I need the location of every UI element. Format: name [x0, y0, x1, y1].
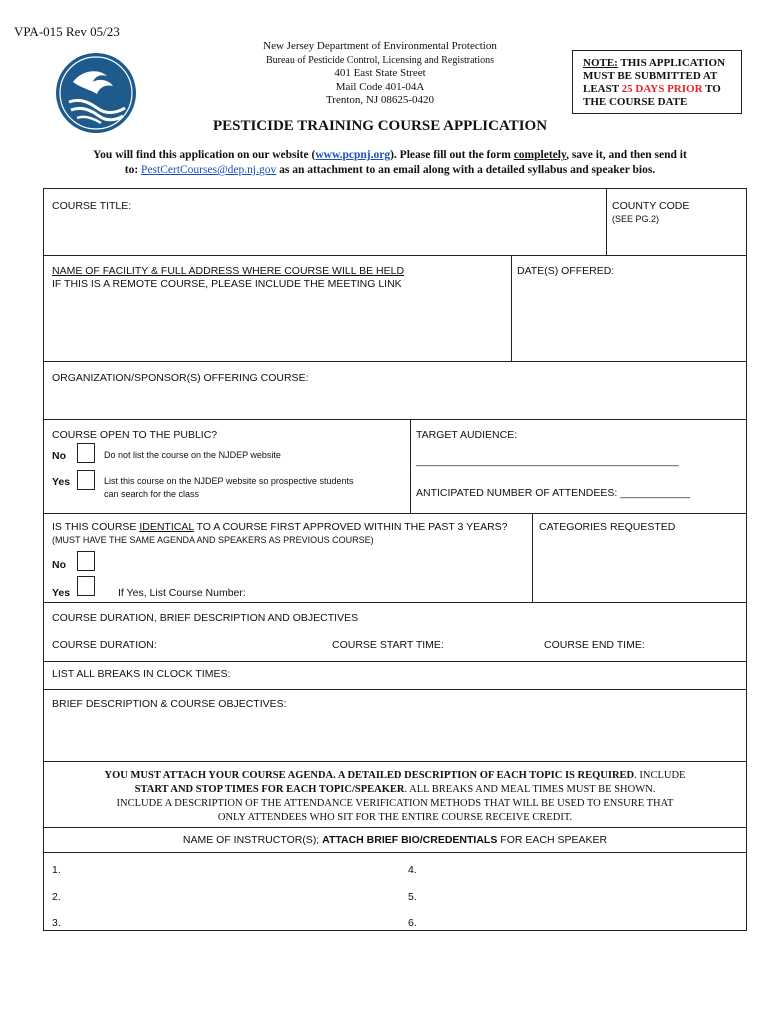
duration-section-header: COURSE DURATION, BRIEF DESCRIPTION AND OBJECTIVES: [52, 612, 359, 624]
identical-emphasis: IDENTICAL: [139, 521, 194, 533]
agenda-text: . ALL BREAKS AND MEAL TIMES MUST BE SHOWN.: [404, 784, 656, 795]
course-title-label: COURSE TITLE:: [52, 200, 132, 212]
instructors-bold: ATTACH BRIEF BIO/CREDENTIALS: [322, 834, 498, 846]
organization-label: ORGANIZATION/SPONSOR(S) OFFERING COURSE:: [52, 372, 309, 384]
note-text: THE COURSE DATE: [583, 96, 688, 108]
target-audience-label: TARGET AUDIENCE:: [416, 429, 518, 441]
instruction-text: , save it, and then send it: [566, 149, 687, 161]
identical-course-hint: (MUST HAVE THE SAME AGENDA AND SPEAKERS AS PREVIOUS COURSE): [52, 535, 374, 545]
instructor-4-field[interactable]: 4.: [408, 864, 417, 876]
organization-field[interactable]: [52, 387, 740, 415]
county-code-field[interactable]: [612, 227, 740, 251]
page-title: PESTICIDE TRAINING COURSE APPLICATION: [212, 118, 548, 134]
instructor-6-field[interactable]: 6.: [408, 917, 417, 929]
open-public-yes-label: Yes: [52, 476, 71, 488]
instruction-text: You will find this application on our website (: [93, 149, 316, 161]
identical-yes-label: Yes: [52, 587, 71, 599]
instruction-emphasis: completely: [513, 149, 567, 161]
instructor-5-field[interactable]: 5.: [408, 891, 417, 903]
instructors-header: [44, 834, 746, 846]
instruction-text: ). Please fill out the form: [390, 149, 514, 161]
instructor-1-field[interactable]: 1.: [52, 864, 61, 876]
identical-no-checkbox[interactable]: [77, 551, 95, 571]
email-link[interactable]: PestCertCourses@dep.nj.gov: [141, 164, 277, 176]
row-divider: [44, 513, 746, 514]
target-audience-field[interactable]: _____________________________________________: [416, 455, 679, 467]
county-code-hint: (SEE PG.2): [612, 214, 660, 224]
submission-note: [572, 50, 742, 114]
attendees-field[interactable]: ANTICIPATED NUMBER OF ATTENDEES: ____________: [416, 487, 691, 499]
identical-no-label: No: [52, 559, 66, 571]
description-label: BRIEF DESCRIPTION & COURSE OBJECTIVES:: [52, 698, 287, 710]
course-end-time-field[interactable]: COURSE END TIME:: [544, 639, 645, 651]
agency-line: Bureau of Pesticide Control, Licensing and Registrations: [265, 54, 494, 66]
row-divider: [44, 689, 746, 690]
agency-line: 401 East State Street: [334, 67, 426, 79]
instructor-3-field[interactable]: 3.: [52, 917, 61, 929]
col-divider: [532, 513, 533, 602]
open-public-no-desc: Do not list the course on the NJDEP website: [104, 450, 281, 460]
row-divider: [44, 361, 746, 362]
row-divider: [44, 827, 746, 828]
website-link[interactable]: www.pcpnj.org: [315, 149, 391, 161]
note-label: NOTE:: [583, 57, 618, 69]
agenda-text: . INCLUDE: [634, 770, 686, 781]
form-code: VPA-015 Rev 05/23: [14, 24, 120, 39]
facility-hint: IF THIS IS A REMOTE COURSE, PLEASE INCLUDE THE MEETING LINK: [52, 278, 402, 290]
instruction-text: to:: [124, 164, 142, 176]
instructions: [40, 148, 740, 178]
instructors-text: NAME OF INSTRUCTOR(S);: [182, 834, 323, 846]
categories-field[interactable]: [539, 537, 739, 597]
agency-address: [240, 40, 520, 108]
breaks-field[interactable]: LIST ALL BREAKS IN CLOCK TIMES:: [52, 668, 231, 680]
identical-yes-checkbox[interactable]: [77, 576, 95, 596]
county-code-label: COUNTY CODE: [612, 200, 690, 212]
agency-line: New Jersey Department of Environmental Protection: [263, 40, 497, 52]
row-divider: [44, 852, 746, 853]
col-divider: [410, 419, 411, 513]
col-divider: [606, 189, 607, 255]
note-text: MUST BE SUBMITTED AT: [583, 70, 718, 82]
agenda-bold: START AND STOP TIMES FOR EACH TOPIC/SPEAKER: [134, 784, 405, 795]
note-text: LEAST: [583, 83, 622, 95]
row-divider: [44, 761, 746, 762]
facility-label: NAME OF FACILITY & FULL ADDRESS WHERE COURSE WILL BE HELD: [52, 265, 405, 277]
course-title-field[interactable]: [52, 215, 600, 251]
row-divider: [44, 661, 746, 662]
dates-offered-label: DATE(S) OFFERED:: [517, 265, 615, 277]
course-start-time-field[interactable]: COURSE START TIME:: [332, 639, 444, 651]
dates-offered-field[interactable]: [517, 281, 741, 357]
identical-text: IS THIS COURSE: [52, 521, 140, 533]
identical-course-question: [52, 521, 508, 533]
open-public-no-checkbox[interactable]: [77, 443, 95, 463]
note-text: THIS APPLICATION: [617, 57, 726, 69]
agenda-notice: [54, 769, 736, 825]
open-public-yes-desc: List this course on the NJDEP website so prospective students: [104, 476, 354, 486]
instructor-2-field[interactable]: 2.: [52, 891, 61, 903]
facility-field[interactable]: [52, 293, 504, 357]
agency-line: Trenton, NJ 08625-0420: [325, 94, 435, 106]
identical-text: TO A COURSE FIRST APPROVED WITHIN THE PAST 3 YEARS?: [193, 521, 508, 533]
open-to-public-label: COURSE OPEN TO THE PUBLIC?: [52, 429, 218, 441]
agenda-text: ONLY ATTENDEES WHO SIT FOR THE ENTIRE COURSE RECEIVE CREDIT.: [217, 812, 573, 823]
agency-line: Mail Code 401-04A: [335, 80, 425, 93]
open-public-yes-checkbox[interactable]: [77, 470, 95, 490]
row-divider: [44, 255, 746, 256]
note-days-highlight: 25 DAYS PRIOR: [621, 83, 703, 95]
note-text: TO: [702, 83, 721, 95]
agenda-text: INCLUDE A DESCRIPTION OF THE ATTENDANCE VERIFICATION METHODS THAT WILL BE USED TO ENSURE THAT: [116, 798, 674, 809]
agenda-bold: YOU MUST ATTACH YOUR COURSE AGENDA. A DETAILED DESCRIPTION OF EACH TOPIC IS REQUIRED: [104, 770, 635, 781]
col-divider: [511, 255, 512, 361]
row-divider: [44, 602, 746, 603]
application-form: [43, 188, 747, 931]
open-public-yes-desc: can search for the class: [104, 489, 200, 499]
course-number-field[interactable]: If Yes, List Course Number:: [118, 587, 246, 599]
instruction-text: as an attachment to an email along with a detailed syllabus and speaker bios.: [276, 164, 656, 176]
categories-label: CATEGORIES REQUESTED: [539, 521, 676, 533]
course-duration-field[interactable]: COURSE DURATION:: [52, 639, 157, 651]
open-public-no-label: No: [52, 450, 66, 462]
row-divider: [44, 419, 746, 420]
instructors-text: FOR EACH SPEAKER: [497, 834, 608, 846]
description-field[interactable]: [52, 713, 740, 757]
